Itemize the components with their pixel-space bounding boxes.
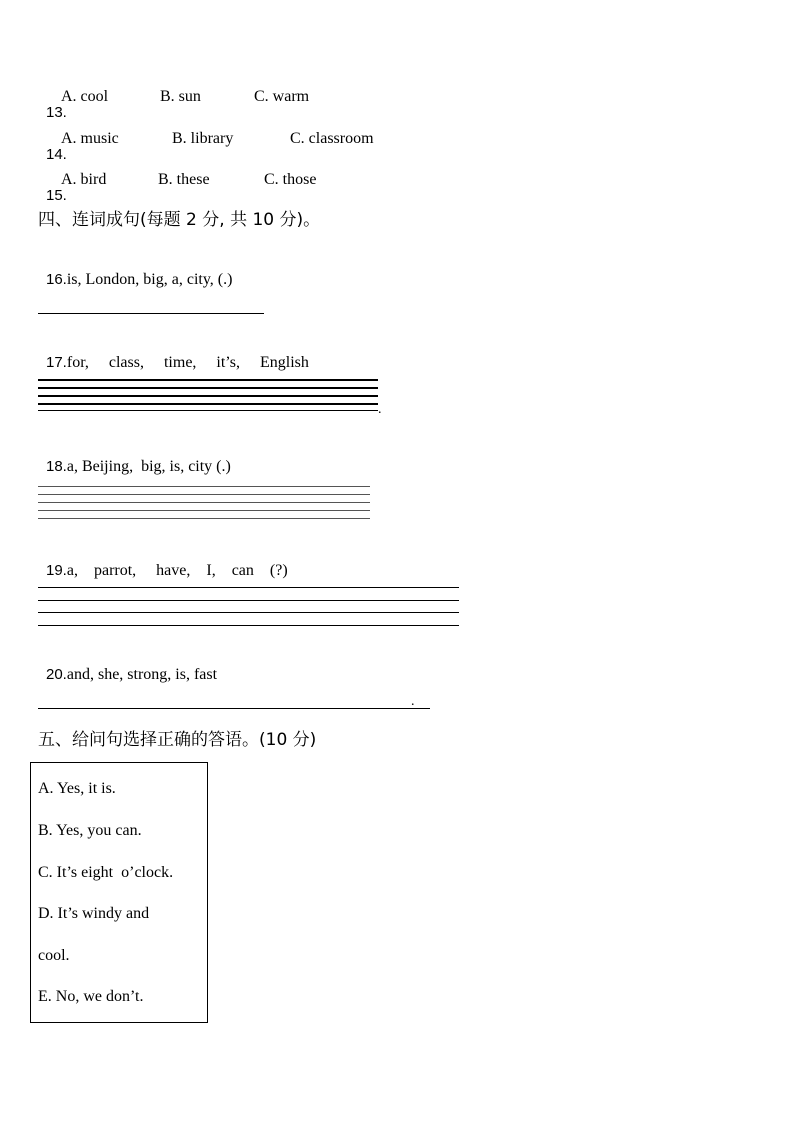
option-b: B. these <box>158 171 210 188</box>
answer-line[interactable] <box>38 403 378 405</box>
section-5-title: 五、给问句选择正确的答语。(10 分) <box>38 730 317 750</box>
answer-choice-e: E. No, we don’t. <box>38 988 144 1005</box>
question-words: for, class, time, it’s, English <box>66 354 309 371</box>
answer-line[interactable] <box>38 395 378 397</box>
question-17 <box>38 339 309 371</box>
question-words: a, Beijing, big, is, city (.) <box>66 458 231 475</box>
question-words: a, parrot, have, I, can (?) <box>66 562 288 579</box>
option-a: A. music <box>61 130 119 147</box>
period-mark: . <box>378 402 382 417</box>
question-number: 16. <box>46 271 67 288</box>
answer-choice-d-continued: cool. <box>38 947 70 964</box>
answer-line[interactable] <box>38 494 370 495</box>
option-b: B. library <box>172 130 234 147</box>
option-c: C. those <box>264 171 317 188</box>
answer-line[interactable] <box>38 502 370 503</box>
answer-choices-box <box>30 762 208 1023</box>
question-number: 17. <box>46 354 67 371</box>
question-number: 20. <box>46 666 67 683</box>
option-a: A. bird <box>61 171 107 188</box>
answer-line[interactable] <box>38 313 264 314</box>
answer-line[interactable] <box>38 708 430 709</box>
question-number: 19. <box>46 562 67 579</box>
answer-line[interactable] <box>38 387 378 389</box>
question-number: 14. <box>46 146 67 163</box>
section-4-title: 四、连词成句(每题 2 分, 共 10 分)。 <box>38 210 321 230</box>
question-19 <box>38 547 288 579</box>
answer-line[interactable] <box>38 510 370 511</box>
answer-choice-c: C. It’s eight o’clock. <box>38 864 174 881</box>
question-16 <box>38 256 232 288</box>
period-mark: . <box>411 694 415 709</box>
answer-choice-a: A. Yes, it is. <box>38 780 116 797</box>
question-18 <box>38 443 231 475</box>
question-words: and, she, strong, is, fast <box>66 666 218 683</box>
question-number: 13. <box>46 104 67 121</box>
option-c: C. classroom <box>290 130 374 147</box>
answer-line[interactable] <box>38 518 370 519</box>
option-a: A. cool <box>61 88 109 105</box>
answer-line[interactable] <box>38 587 459 588</box>
answer-line[interactable] <box>38 625 459 626</box>
answer-line[interactable] <box>38 379 378 381</box>
question-20 <box>38 651 217 683</box>
answer-choice-b: B. Yes, you can. <box>38 822 142 839</box>
answer-line[interactable] <box>38 410 378 411</box>
answer-line[interactable] <box>38 486 370 487</box>
answer-line[interactable] <box>38 600 459 601</box>
question-words: is, London, big, a, city, (.) <box>66 271 233 288</box>
question-number: 18. <box>46 458 67 475</box>
option-c: C. warm <box>254 88 310 105</box>
question-number: 15. <box>46 187 67 204</box>
answer-line[interactable] <box>38 612 459 613</box>
option-b: B. sun <box>160 88 201 105</box>
answer-choice-d: D. It’s windy and <box>38 905 150 922</box>
